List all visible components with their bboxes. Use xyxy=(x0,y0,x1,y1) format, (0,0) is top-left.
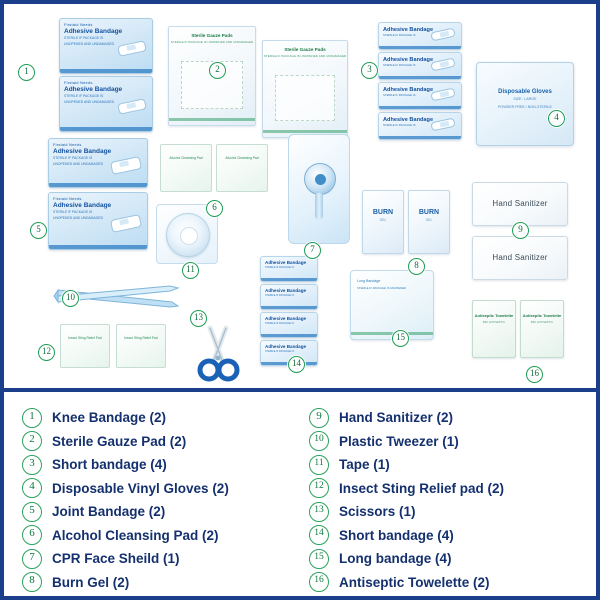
photo-marker-7: 7 xyxy=(304,242,321,259)
package-title: Insect Sting Relief Pad xyxy=(124,336,158,340)
package-title: Sterile Gauze Pads xyxy=(191,33,233,38)
package-short-bandage-5 xyxy=(260,256,318,282)
legend-panel xyxy=(4,388,596,596)
package-sterile-gauze-pad-2 xyxy=(262,40,348,138)
package-short-bandage-7 xyxy=(260,312,318,338)
package-knee-bandage-2 xyxy=(59,76,153,132)
legend-label: Joint Bandage (2) xyxy=(52,504,166,520)
package-sub: STERILE IF PACKAGE IS UNOPENED xyxy=(357,286,407,291)
package-title: Adhesive Bandage xyxy=(383,57,434,63)
package-sub: BZK ANTISEPTIC xyxy=(482,320,506,325)
package-short-bandage-4 xyxy=(378,112,462,140)
legend-item-4 xyxy=(22,477,291,501)
photo-marker-16: 16 xyxy=(526,366,543,383)
package-title: Adhesive Bandage xyxy=(64,86,123,93)
photo-marker-11: 11 xyxy=(182,262,199,279)
package-footer-bar xyxy=(379,106,461,109)
package-alcohol-pad-1 xyxy=(160,144,212,192)
photo-marker-3: 3 xyxy=(361,62,378,79)
package-brand: Firstaid Needs xyxy=(53,142,82,147)
package-title: Long Bandage xyxy=(357,279,381,283)
legend-number: 3 xyxy=(22,455,42,475)
package-sub-1: STERILE IF PACKAGE IS xyxy=(383,123,416,128)
package-burn-gel-2 xyxy=(408,190,450,254)
legend-item-15 xyxy=(309,547,578,571)
package-title: Adhesive Bandage xyxy=(265,316,307,321)
legend-label: Alcohol Cleansing Pad (2) xyxy=(52,527,219,543)
legend-number: 12 xyxy=(309,478,329,498)
package-title: Hand Sanitizer xyxy=(492,199,548,208)
legend-item-6 xyxy=(22,524,291,548)
package-sub: STERILE IF PACKAGE IS UNOPENED AND UNDAMAGED xyxy=(170,40,254,44)
photo-marker-8: 8 xyxy=(408,258,425,275)
legend-label: Knee Bandage (2) xyxy=(52,410,167,426)
legend-number: 10 xyxy=(309,431,329,451)
photo-marker-6: 6 xyxy=(206,200,223,217)
package-burn-gel-1 xyxy=(362,190,404,254)
legend-label: Short bandage (4) xyxy=(52,457,167,473)
tape-roll-icon xyxy=(166,213,210,257)
package-footer-bar xyxy=(263,130,347,133)
package-sub-2: UNOPENED AND UNDAMAGED xyxy=(53,215,104,220)
legend-label: Hand Sanitizer (2) xyxy=(339,410,454,426)
package-title: Adhesive Bandage xyxy=(53,148,112,155)
legend-number: 16 xyxy=(309,572,329,592)
package-sub-2: UNOPENED AND UNDAMAGED xyxy=(53,161,104,166)
legend-number: 2 xyxy=(22,431,42,451)
package-brand: Firstaid Needs xyxy=(64,80,93,85)
package-insect-sting-pad-1 xyxy=(60,324,110,368)
photo-marker-13: 13 xyxy=(190,310,207,327)
package-joint-bandage-2 xyxy=(48,192,148,250)
package-brand: Firstaid Needs xyxy=(53,196,82,201)
package-footer-bar xyxy=(379,136,461,139)
photo-marker-14: 14 xyxy=(288,356,305,373)
package-footer-bar xyxy=(379,46,461,49)
package-footer-bar xyxy=(60,69,152,73)
legend-label: Burn Gel (2) xyxy=(52,574,130,590)
legend-item-5 xyxy=(22,500,291,524)
package-footer-bar xyxy=(169,118,255,121)
package-footer-bar xyxy=(49,183,147,187)
legend-item-2 xyxy=(22,430,291,454)
legend-item-1 xyxy=(22,406,291,430)
package-title: Disposable Gloves xyxy=(498,89,552,95)
package-hand-sanitizer-1 xyxy=(472,182,568,226)
package-antiseptic-towelette-1 xyxy=(472,300,516,358)
photo-marker-1: 1 xyxy=(18,64,35,81)
package-footer-bar xyxy=(379,76,461,79)
legend-label: Disposable Vinyl Gloves (2) xyxy=(52,480,229,496)
legend-number: 15 xyxy=(309,549,329,569)
package-note: POWDER FREE / NON-STERILE xyxy=(498,104,552,109)
package-title: Alcohol Cleansing Pad xyxy=(169,156,203,160)
package-sub-2: UNOPENED AND UNDAMAGED xyxy=(64,99,115,104)
legend-item-16 xyxy=(309,571,578,595)
package-footer-bar xyxy=(60,127,152,131)
package-disposable-gloves xyxy=(476,62,574,146)
legend-label: Plastic Tweezer (1) xyxy=(339,433,459,449)
package-sub-1: STERILE IF PACKAGE IS xyxy=(383,93,416,98)
cpr-tube-icon xyxy=(315,193,323,219)
package-title: Adhesive Bandage xyxy=(265,288,307,293)
photo-marker-12: 12 xyxy=(38,344,55,361)
package-sub-1: STERILE IF PACKAGE IS xyxy=(265,322,294,326)
package-insect-sting-pad-2 xyxy=(116,324,166,368)
package-title: Insect Sting Relief Pad xyxy=(68,336,102,340)
legend-number: 1 xyxy=(22,408,42,428)
package-short-bandage-2 xyxy=(378,52,462,80)
package-sub-2: UNOPENED AND UNDAMAGED xyxy=(64,41,115,46)
legend-number: 14 xyxy=(309,525,329,545)
package-title: Adhesive Bandage xyxy=(64,28,123,35)
legend-column-right xyxy=(309,406,578,594)
gauze-window xyxy=(275,75,335,121)
legend-label: Antiseptic Towelette (2) xyxy=(339,574,490,590)
package-title: Adhesive Bandage xyxy=(53,202,112,209)
package-title: Antiseptic Towelette xyxy=(474,313,514,318)
legend-label: Scissors (1) xyxy=(339,504,416,520)
package-title: Adhesive Bandage xyxy=(265,260,307,265)
package-size: SIZE : LARGE xyxy=(513,97,537,101)
package-sub-1: STERILE IF PACKAGE IS xyxy=(53,156,93,161)
package-title: Alcohol Cleansing Pad xyxy=(225,156,259,160)
legend-item-3 xyxy=(22,453,291,477)
photo-marker-4: 4 xyxy=(548,110,565,127)
legend-item-13 xyxy=(309,500,578,524)
scissors-icon xyxy=(190,324,246,382)
legend-item-14 xyxy=(309,524,578,548)
legend-label: Insect Sting Relief pad (2) xyxy=(339,480,505,496)
package-footer-bar xyxy=(49,245,147,249)
package-sub-1: STERILE IF PACKAGE IS xyxy=(265,294,294,298)
package-short-bandage-6 xyxy=(260,284,318,310)
legend-label: Long bandage (4) xyxy=(339,551,452,567)
package-footer-bar xyxy=(261,306,317,309)
legend-number: 6 xyxy=(22,525,42,545)
package-title: Sterile Gauze Pads xyxy=(284,47,326,52)
package-joint-bandage-1 xyxy=(48,138,148,188)
legend-number: 11 xyxy=(309,455,329,475)
legend-label: Short bandage (4) xyxy=(339,527,454,543)
package-short-bandage-1 xyxy=(378,22,462,50)
package-knee-bandage-1 xyxy=(59,18,153,74)
package-sub: STERILE IF PACKAGE IS UNOPENED AND UNDAMAGED xyxy=(263,54,347,58)
legend-label: Tape (1) xyxy=(339,457,390,473)
legend-label: CPR Face Sheild (1) xyxy=(52,551,180,567)
legend-number: 9 xyxy=(309,408,329,428)
legend-item-9 xyxy=(309,406,578,430)
photo-marker-2: 2 xyxy=(209,62,226,79)
legend-item-7 xyxy=(22,547,291,571)
legend-item-10 xyxy=(309,430,578,454)
legend-number: 8 xyxy=(22,572,42,592)
legend-columns xyxy=(22,406,578,594)
legend-number: 7 xyxy=(22,549,42,569)
package-sub-1: STERILE IF PACKAGE IS xyxy=(265,266,294,270)
legend-item-12 xyxy=(309,477,578,501)
legend-label: Sterile Gauze Pad (2) xyxy=(52,433,187,449)
package-cpr-face-shield xyxy=(288,134,350,244)
package-sub-1: STERILE IF PACKAGE IS xyxy=(383,63,416,68)
package-antiseptic-towelette-2 xyxy=(520,300,564,358)
package-title: Hand Sanitizer xyxy=(492,253,548,262)
package-sub: GEL xyxy=(379,218,387,222)
package-title: Adhesive Bandage xyxy=(265,344,307,349)
package-brand: Firstaid Needs xyxy=(64,22,93,27)
package-sub: BZK ANTISEPTIC xyxy=(530,320,554,325)
package-alcohol-pad-2 xyxy=(216,144,268,192)
package-title: Adhesive Bandage xyxy=(383,27,434,33)
photo-marker-9: 9 xyxy=(512,222,529,239)
legend-number: 4 xyxy=(22,478,42,498)
package-sub-1: STERILE IF PACKAGE IS xyxy=(265,350,294,354)
package-sub-1: STERILE IF PACKAGE IS xyxy=(383,33,416,38)
cpr-valve-icon xyxy=(304,163,336,195)
legend-column-left xyxy=(22,406,291,594)
package-title: BURN xyxy=(372,209,394,216)
package-short-bandage-3 xyxy=(378,82,462,110)
photo-marker-5: 5 xyxy=(30,222,47,239)
package-title: Antiseptic Towelette xyxy=(522,313,562,318)
legend-item-8 xyxy=(22,571,291,595)
photo-marker-15: 15 xyxy=(392,330,409,347)
package-title: BURN xyxy=(418,209,440,216)
package-sub-1: STERILE IF PACKAGE IS xyxy=(53,210,93,215)
package-title: Adhesive Bandage xyxy=(383,87,434,93)
package-footer-bar xyxy=(261,334,317,337)
photo-marker-10: 10 xyxy=(62,290,79,307)
package-sub: GEL xyxy=(425,218,433,222)
legend-item-11 xyxy=(309,453,578,477)
first-aid-kit-photo xyxy=(4,4,596,384)
package-long-bandage xyxy=(350,270,434,340)
legend-number: 13 xyxy=(309,502,329,522)
package-sub-1: STERILE IF PACKAGE IS xyxy=(64,36,104,41)
package-footer-bar xyxy=(261,278,317,281)
package-hand-sanitizer-2 xyxy=(472,236,568,280)
package-sub-1: STERILE IF PACKAGE IS xyxy=(64,94,104,99)
package-title: Adhesive Bandage xyxy=(383,117,434,123)
legend-number: 5 xyxy=(22,502,42,522)
